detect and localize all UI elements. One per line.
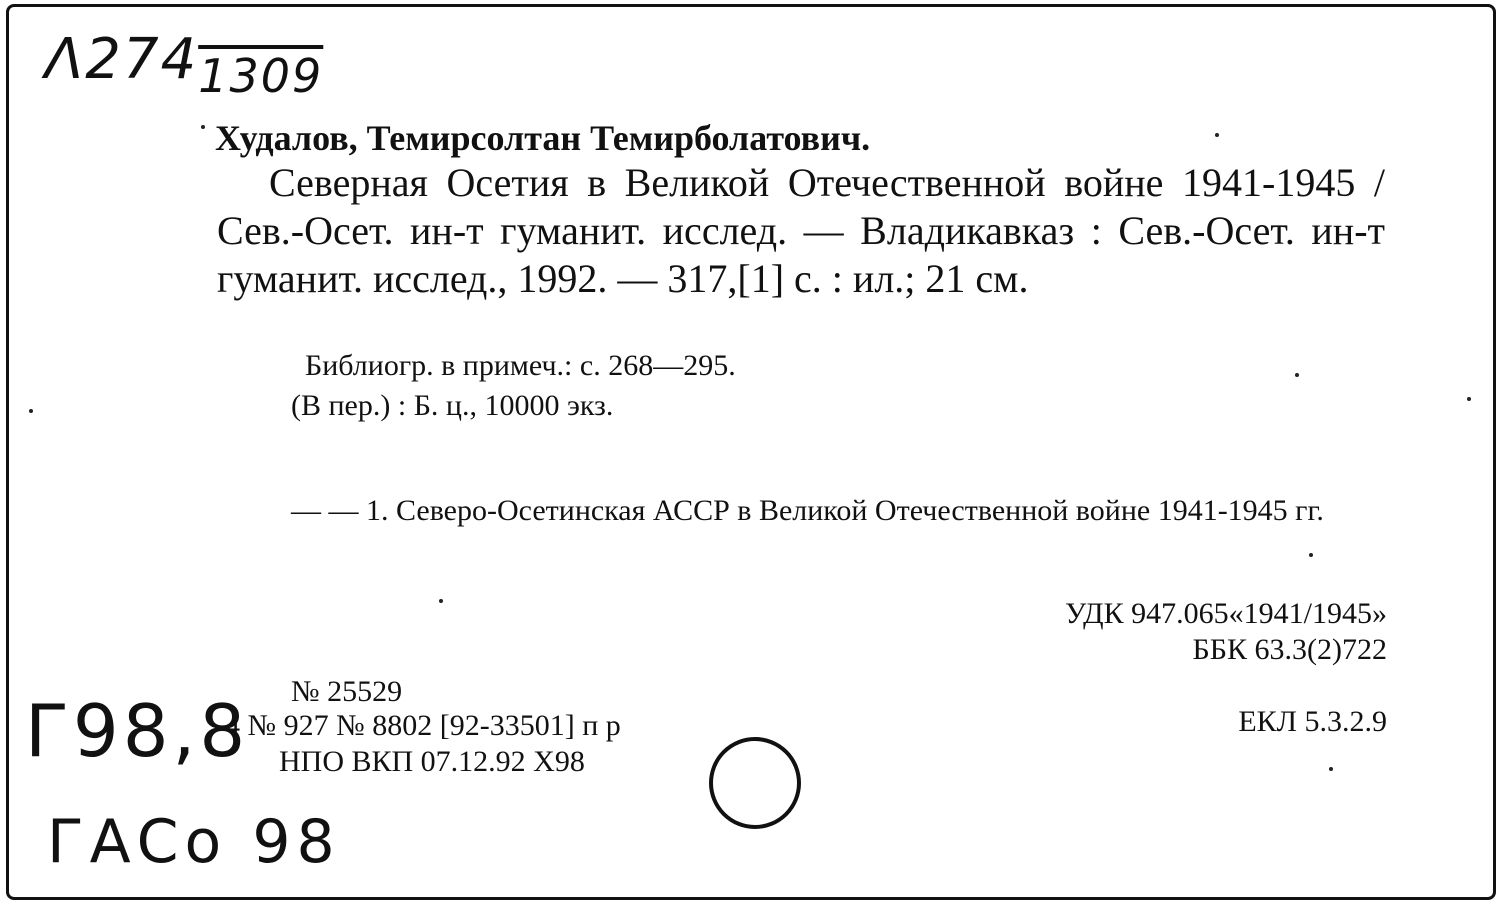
handwritten-shelfmark-middle: Г98,8: [25, 689, 250, 773]
speck: [439, 599, 443, 603]
printer-line: НПО ВКП 07.12.92 Х98: [279, 745, 585, 778]
speck: [1309, 553, 1313, 557]
price-note: (В пер.) : Б. ц., 10000 экз.: [291, 389, 614, 422]
bbk-code: ББК 63.3(2)722: [1192, 633, 1387, 666]
bibliography-note: Библиогр. в примеч.: с. 268—295.: [305, 349, 736, 382]
author-heading: Худалов, Темирсолтан Темирболатович.: [215, 118, 871, 158]
udk-code: УДК 947.065«1941/1945»: [1064, 597, 1387, 630]
speck: [1467, 397, 1471, 401]
ekl-code: ЕКЛ 5.3.2.9: [1238, 705, 1387, 738]
subject-heading: — — 1. Северо-Осетинская АССР в Великой Отечественной войне 1941-1945 гг.: [291, 494, 1324, 527]
handwritten-shelfmark-bottom: ГАСо 98: [47, 807, 341, 877]
catalog-card: [6, 4, 1496, 900]
card-number: № 25529: [291, 675, 403, 708]
speck: [29, 409, 33, 413]
handwritten-shelfmark-sub: 1309: [198, 49, 324, 103]
handwritten-shelfmark-top: $\Lambda 274_{1309}$: [45, 27, 324, 103]
print-order-line: 4 № 927 № 8802 [92-33501] п р: [225, 709, 621, 742]
circle-stamp: [709, 737, 801, 829]
speck: [1215, 133, 1219, 137]
speck: [1295, 373, 1299, 377]
speck: [201, 125, 205, 129]
speck: [1329, 767, 1333, 771]
bibliographic-description: Северная Осетия в Великой Отечественной войне 1941-1945 / Сев.-Осет. ин-т гуманит. исслед. — Владикавказ : Сев.-Осет. ин-т гуманит. исслед., 1992. — 317,[1] с. : ил.; 21 см.: [217, 160, 1385, 301]
